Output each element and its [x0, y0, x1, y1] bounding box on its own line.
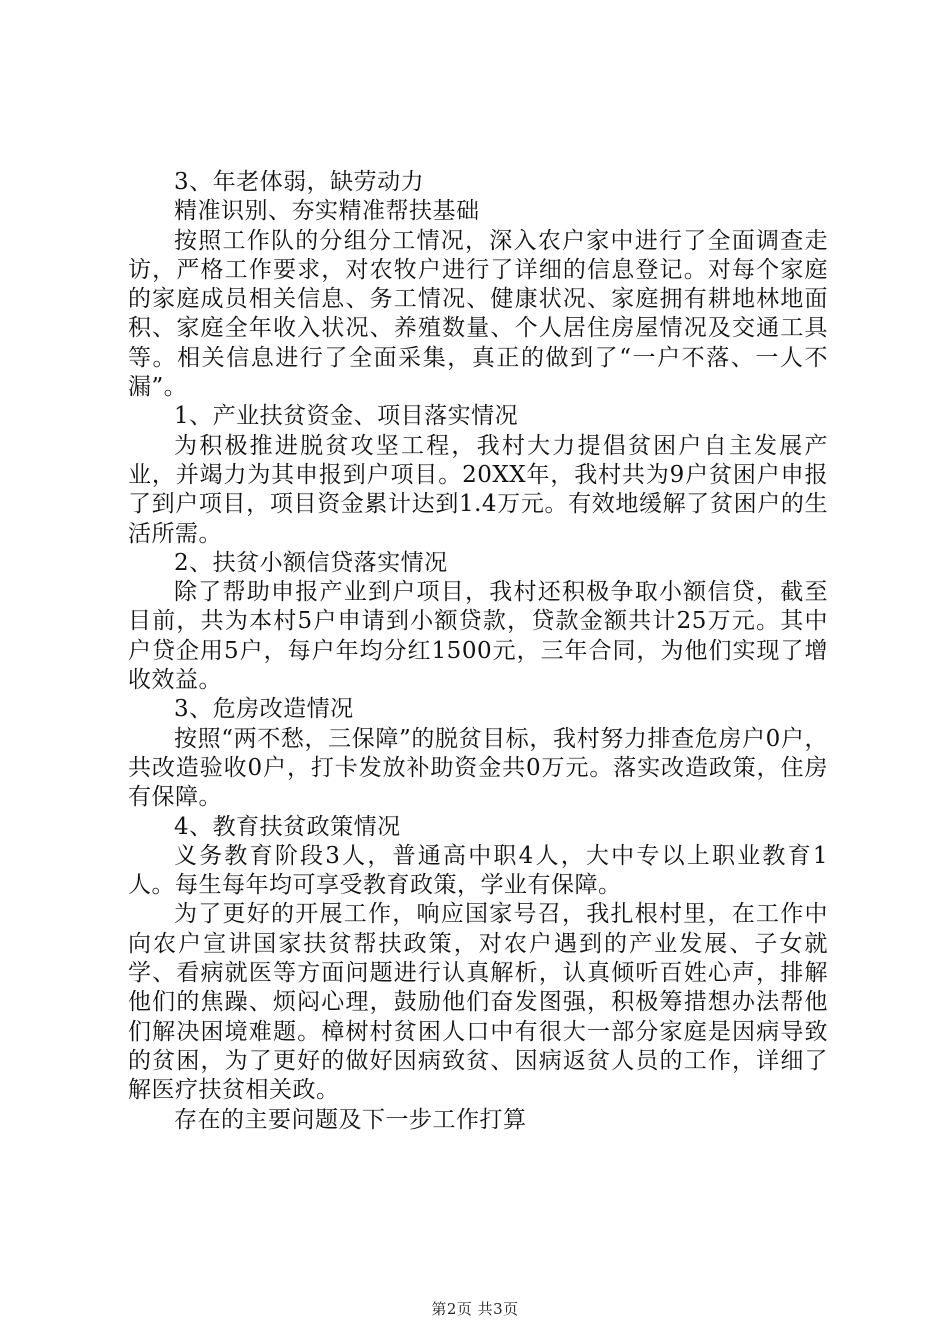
- section-heading-microcredit: 2、扶贫小额信贷落实情况: [174, 549, 448, 576]
- paragraph-work-summary: 为了更好的开展工作，响应国家号召，我扎根村里，在工作中向农户宣讲国家扶贫帮扶政策，对农户遇到的产业发展、子女就学、看病就医等方面问题进行认真解析，认真倾听百姓心声，排解他们的焦躁、烦闷心理，鼓励他们奋发图强，积极筹措想办法帮他们解决困境难题。樟树村贫困人口中有很大一部分家庭是因病导致的贫困，为了更好的做好因病致贫、因病返贫人员的工作，详细了解医疗扶贫相关政。: [128, 901, 828, 1104]
- paragraph-housing-renovation: 按照“两不愁，三保障”的脱贫目标，我村努力排查危房户0户，共改造验收0户，打卡发放补助资金共0万元。落实改造政策，住房有保障。: [128, 725, 828, 811]
- paragraph-survey-registration: 按照工作队的分组分工情况，深入农户家中进行了全面调查走访，严格工作要求，对农牧户进行了详细的信息登记。对每个家庭的家庭成员相关信息、务工情况、健康状况、家庭拥有耕地林地面积、家庭全年收入状况、养殖数量、个人居住房屋情况及交通工具等。相关信息进行了全面采集，真正的做到了“一户不落、一人不漏”。: [128, 227, 828, 401]
- section-heading-precise-identification: 精准识别、夯实精准帮扶基础: [174, 198, 480, 225]
- paragraph-microcredit: 除了帮助申报产业到户项目，我村还积极争取小额信贷，截至目前，共为本村5户申请到小额贷款，贷款金额共计25万元。其中户贷企用5户，每户年均分红1500元，三年合同，为他们实现了增收效益。: [128, 579, 828, 694]
- paragraph-industry-funds: 为积极推进脱贫攻坚工程，我村大力提倡贫困户自主发展产业，并竭力为其申报到户项目。20XX年，我村共为9户贫困户申报了到户项目，项目资金累计达到1.4万元。有效地缓解了贫困户的生活所需。: [128, 432, 828, 547]
- section-heading-main-problems: 存在的主要问题及下一步工作打算: [174, 1106, 527, 1133]
- document-body: [128, 168, 828, 1135]
- paragraph-education-policy: 义务教育阶段3人，普通高中职4人，大中专以上职业教育1人。每生每年均可享受教育政策，学业有保障。: [128, 842, 828, 899]
- section-heading-housing-renovation: 3、危房改造情况: [174, 696, 354, 723]
- page-footer: 第2页 共3页: [431, 1300, 519, 1318]
- section-heading-industry-funds: 1、产业扶贫资金、项目落实情况: [174, 403, 519, 430]
- section-heading-education-policy: 4、教育扶贫政策情况: [174, 813, 401, 840]
- section-heading-elderly-weak: 3、年老体弱，缺劳动力: [174, 169, 425, 195]
